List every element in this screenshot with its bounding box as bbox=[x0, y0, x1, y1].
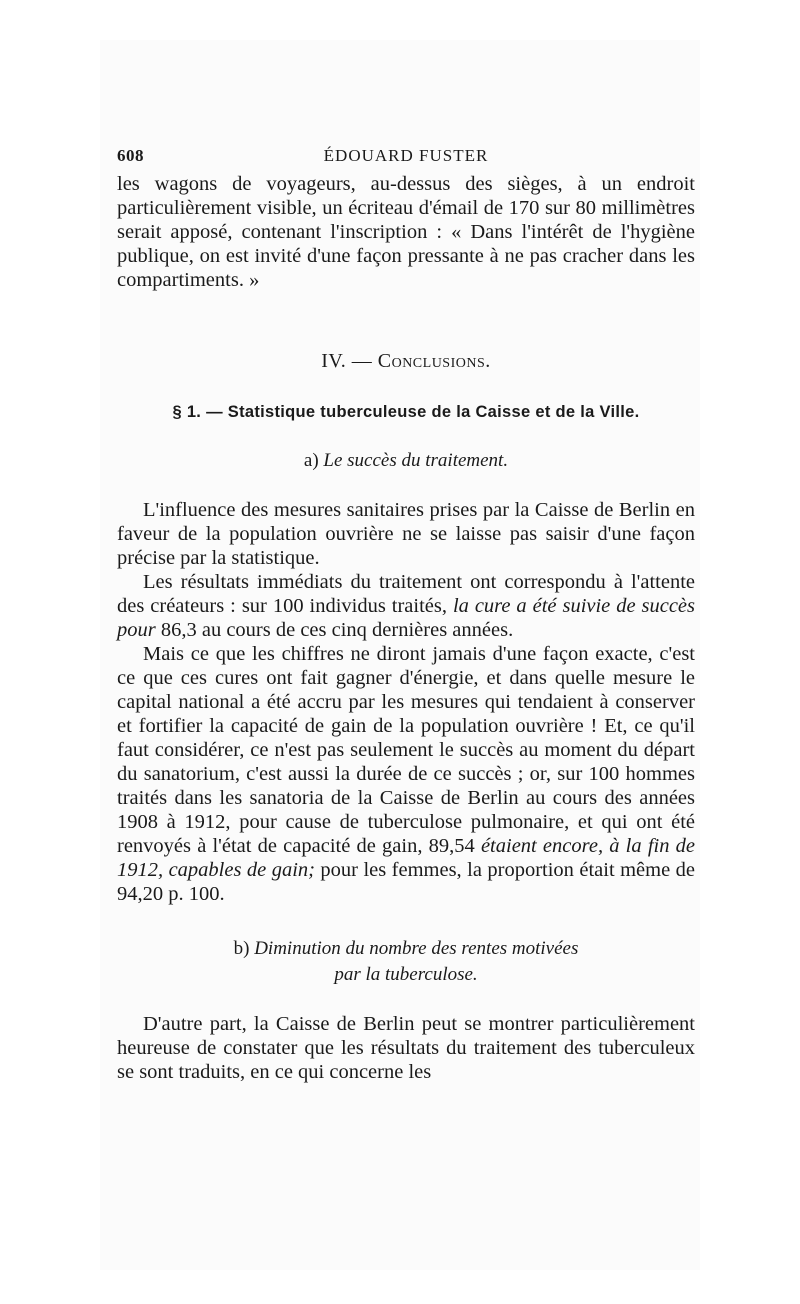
heading-a-label: a) bbox=[303, 450, 319, 471]
paragraph-a3-end: pour les femmes, la proportion était même de 94,20 p. 100. bbox=[117, 859, 695, 905]
paragraph-a2-italic: la cure a été suivie de succès pour bbox=[117, 595, 696, 641]
running-header bbox=[117, 138, 695, 168]
heading-a-title: Le succès du traitement. bbox=[323, 450, 509, 471]
section-title: Conclusions. bbox=[377, 350, 491, 372]
paragraph-a3-italic: étaient encore, à la fin de 1912, capables de gain; bbox=[117, 835, 695, 881]
section-a-body bbox=[117, 498, 695, 906]
paragraph-a2-end: 86,3 au cours de ces cinq dernières années. bbox=[160, 619, 514, 641]
heading-b bbox=[117, 936, 695, 988]
paragraph-a3 bbox=[117, 642, 695, 906]
paragraph-a3-start: Mais ce que les chiffres ne diront jamais d'une façon exacte, c'est ce que ces cures ont fait gagner d'énergie, et dans quelle mesure le capital national a été accru par les mesures qui tendaient à conserver et fortifier la capacité de gain de la population ouvrière ! Et, ce qu'il faut considérer, ce n'est pas seulement le succès au moment du départ du sanatorium, c'est aussi la durée de ce succès ; or, sur 100 hommes traités dans les sanatoria de la Caisse de Berlin au cours des années 1908 à 1912, pour cause de tuberculose pulmonaire, et qui ont été renvoyés à l'état de capacité de gain, 89,54 bbox=[117, 643, 695, 857]
section-number: IV. — bbox=[321, 350, 373, 372]
book-page bbox=[117, 138, 695, 1084]
heading-b-line1: Diminution du nombre des rentes motivées bbox=[254, 938, 579, 959]
section-heading bbox=[117, 350, 695, 373]
running-title: ÉDOUARD FUSTER bbox=[323, 146, 489, 165]
paragraph-a2 bbox=[117, 570, 695, 642]
paragraph-a1: L'influence des mesures sanitaires prises par la Caisse de Berlin en faveur de la population ouvrière ne se laisse pas saisir d'une façon précise par la statistique. bbox=[117, 499, 695, 569]
heading-b-line2: par la tuberculose. bbox=[334, 964, 478, 985]
subsection-heading: § 1. — Statistique tuberculeuse de la Caisse et de la Ville. bbox=[172, 403, 640, 421]
heading-a bbox=[117, 450, 695, 472]
paragraph-b1: D'autre part, la Caisse de Berlin peut se montrer particulièrement heureuse de constater que les résultats du traitement des tuberculeux se sont traduits, en ce qui concerne les bbox=[117, 1013, 695, 1083]
intro-paragraph: les wagons de voyageurs, au-dessus des sièges, à un endroit particulièrement visible, un écriteau d'émail de 170 sur 80 millimètres serait apposé, contenant l'inscription : « Dans l'intérêt de l'hygiène publique, on est invité d'une façon pressante à ne pas cracher dans les compartiments. » bbox=[117, 173, 695, 291]
heading-b-label: b) bbox=[233, 938, 250, 959]
paragraph-a2-start: Les résultats immédiats du traitement ont correspondu à l'attente des créateurs : sur 100 individus traités, bbox=[117, 571, 695, 617]
section-b-body bbox=[117, 1012, 695, 1084]
page-number: 608 bbox=[117, 146, 144, 165]
